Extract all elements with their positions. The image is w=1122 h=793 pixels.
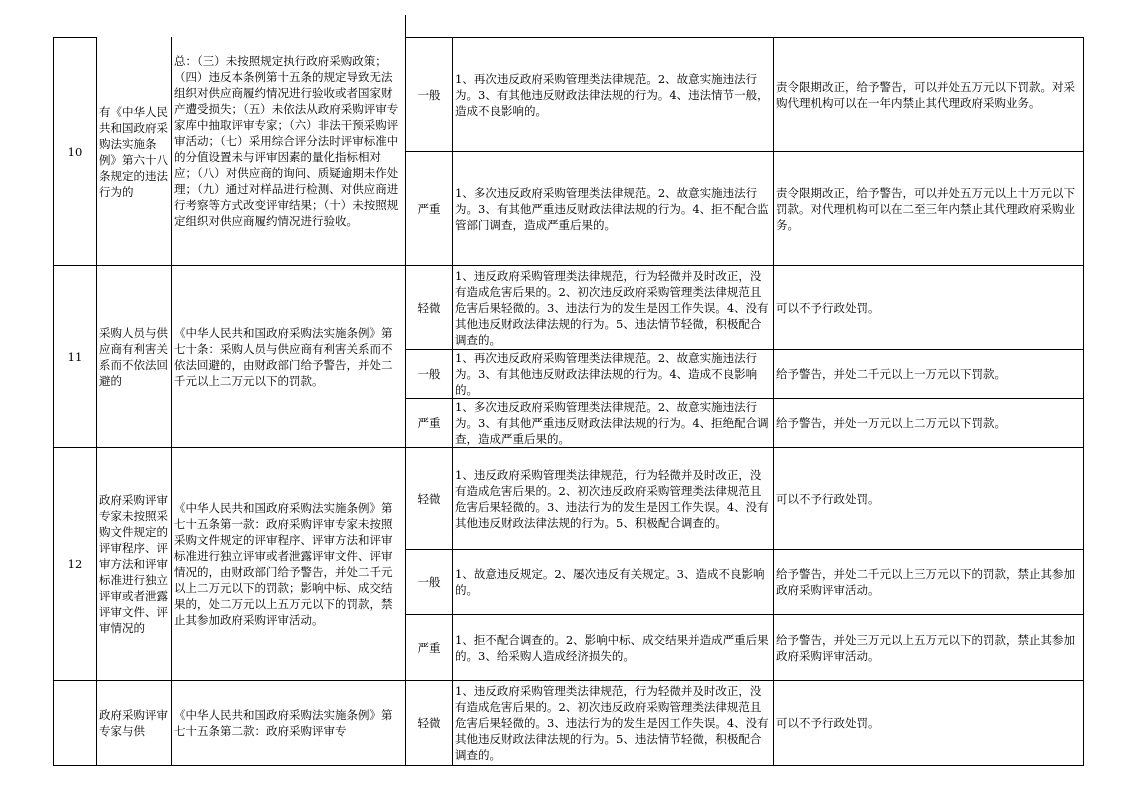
severity-level (406, 266, 452, 349)
violation-matter (97, 448, 171, 680)
severity-level-text: 轻微 (417, 491, 441, 506)
violation-matter-text: 采购人员与供应商有利害关系而不依法回避的 (99, 325, 168, 388)
penalty-standard (774, 350, 1083, 398)
violation-matter-text: 政府采购评审专家与供 (99, 708, 168, 738)
severity-level-text: 一般 (417, 87, 441, 102)
penalty-standard-text: 可以不予行政处罚。 (776, 300, 880, 315)
severity-level-text: 严重 (417, 416, 441, 430)
item-number-text: 11 (67, 349, 83, 364)
legal-basis-text: 总：（三）未按照规定执行政府采购政策；（四）违反本条例第十五条的规定导致无法组织对供应商履约情况进行验收或者国家财产遭受损失；（五）未依法从政府采购评审专家库中抽取评审专家；（六）非法干预采购评审活动；（七）采用综合评分法时评审标准中的分值设置未与评审因素的量化指标相对应；（八）对供应商的询问、质疑逾期未作处理；（九）通过对样品进行检测、对供应商进行考察等方式改变评审结果；（十）未按照规定组织对供应商履约情况进行验收。 (174, 53, 399, 228)
table-grid-line (405, 265, 1084, 266)
circumstance-description-text: 1、故意违反规定。2、屡次违反有关规定。3、造成不良影响的。 (455, 567, 765, 597)
severity-level (406, 38, 452, 151)
penalty-standard-text: 责令限期改正，给予警告，可以并处五万元以上十万元以下罚款。对代理机构可以在二至三年内禁止其代理政府采购业务。 (776, 185, 1075, 232)
legal-basis (172, 681, 405, 765)
item-number (54, 681, 96, 765)
legal-basis-text: 《中华人民共和国政府采购法实施条例》第七十条：采购人员与供应商有利害关系而不依法回避的，由财政部门给予警告，并处二千元以上二万元以下的罚款。 (174, 325, 393, 388)
penalty-standard (774, 152, 1083, 265)
violation-matter (97, 266, 171, 447)
table-grid-line (53, 265, 406, 266)
legal-basis-text: 《中华人民共和国政府采购法实施条例》第七十五条第二款：政府采购评审专 (174, 708, 393, 738)
table-grid-line (405, 447, 1084, 448)
circumstance-description-text: 1、拒不配合调查的。2、影响中标、成交结果并造成严重后果的。3、给采购人造成经济损失的。 (455, 632, 769, 663)
circumstance-description-text: 1、违反政府采购管理类法律规范，行为轻微并及时改正，没有造成危害后果的。2、初次违反政府采购管理类法律规范且危害后果轻微的。3、违法行为的发生是因工作失误。4、没有其他违反财政法律法规的行为。5、违法情节轻微，积极配合调查的。 (455, 268, 769, 347)
penalty-standard-text: 给予警告，并处二千元以上三万元以下的罚款，禁止其参加政府采购评审活动。 (776, 567, 1075, 597)
legal-basis (172, 266, 405, 447)
circumstance-description (453, 38, 773, 151)
circumstance-description (453, 448, 773, 549)
violation-matter (97, 38, 171, 265)
penalty-standard-text: 责令限期改正，给予警告，可以并处五万元以下罚款。对采购代理机构可以在一年内禁止其代理政府采购业务。 (776, 79, 1075, 110)
table-grid-line (405, 765, 1084, 766)
item-number-text: 10 (67, 144, 83, 159)
legal-basis-text: 《中华人民共和国政府采购法实施条例》第七十五条第一款：政府采购评审专家未按照采购文件规定的评审程序、评审方法和评审标准进行独立评审或者泄露评审文件、评审情况的，由财政部门给予警告，并处二千元以上二万元以下的罚款；影响中标、成交结果的，处二万元以上五万元以下的罚款，禁止其参加政府采购评审活动。 (174, 501, 393, 627)
severity-level-text: 一般 (417, 575, 441, 589)
circumstance-description-text: 1、再次违反政府采购管理类法律规范。2、故意实施违法行为。3、有其他违反财政法律法规的行为。4、违法情节一般，造成不良影响的。 (455, 71, 769, 118)
circumstance-description (453, 615, 773, 680)
violation-matter-text: 政府采购评审专家未按照采购文件规定的评审程序、评审方法和评审标准进行独立评审或者泄露评审文件、评审情况的 (99, 493, 168, 635)
table-grid-line (405, 680, 1084, 681)
item-number (54, 448, 96, 680)
circumstance-description-text: 1、违反政府采购管理类法律规范，行为轻微并及时改正，没有造成危害后果的。2、初次违反政府采购管理类法律规范且危害后果轻微的。3、违法行为的发生是因工作失误。4、没有其他违反财政法律法规的行为。5、违法情节轻微，积极配合调查的。 (455, 684, 769, 762)
table-grid-line (53, 37, 54, 765)
circumstance-description-text: 1、再次违反政府采购管理类法律规范。2、故意实施违法行为。3、有其他违反财政法律法规的行为。4、造成不良影响的。 (455, 351, 758, 397)
penalty-standard (774, 38, 1083, 151)
item-number-text: 12 (67, 557, 83, 571)
circumstance-description (453, 266, 773, 349)
severity-level-text: 轻微 (417, 300, 441, 315)
table-grid-line (773, 37, 774, 765)
severity-level-text: 严重 (417, 201, 441, 216)
circumstance-description (453, 550, 773, 614)
penalty-standard-text: 可以不予行政处罚。 (776, 716, 880, 730)
penalty-standard (774, 681, 1083, 765)
penalty-standard (774, 266, 1083, 349)
table-grid-line (452, 37, 453, 765)
penalty-standard-text: 给予警告，并处二千元以上一万元以下罚款。 (776, 367, 1006, 381)
legal-basis (172, 16, 405, 265)
table-grid-line (53, 37, 97, 38)
severity-level (406, 681, 452, 765)
penalty-standard (774, 550, 1083, 614)
table-grid-line (53, 680, 406, 681)
severity-level (406, 448, 452, 549)
severity-level-text: 严重 (417, 640, 441, 655)
penalty-standard (774, 448, 1083, 549)
table-grid-line (53, 765, 406, 766)
penalty-standard-text: 给予警告，并处三万元以上五万元以下的罚款，禁止其参加政府采购评审活动。 (776, 632, 1075, 663)
circumstance-description (453, 399, 773, 447)
circumstance-description (453, 152, 773, 265)
circumstance-description-text: 1、违反政府采购管理类法律规范，行为轻微并及时改正，没有造成危害后果的。2、初次违反政府采购管理类法律规范且危害后果轻微的。3、违法行为的发生是因工作失误。4、没有其他违反财政法律法规的行为。5、积极配合调查的。 (455, 467, 769, 530)
violation-matter-text: 有《中华人民共和国政府采购法实施条例》第六十八条规定的违法行为的 (99, 104, 168, 199)
circumstance-description (453, 350, 773, 398)
circumstance-description-text: 1、多次违反政府采购管理类法律规范。2、故意实施违法行为。3、有其他严重违反财政法律法规的行为。4、拒不配合监管部门调查，造成严重后果的。 (455, 185, 769, 232)
table-grid-line (96, 37, 97, 765)
table-grid-line (171, 37, 172, 765)
penalty-standard-text: 给予警告，并处一万元以上二万元以下罚款。 (776, 416, 1006, 430)
penalty-standard-text: 可以不予行政处罚。 (776, 491, 880, 506)
circumstance-description (453, 681, 773, 765)
table-grid-line (53, 447, 406, 448)
severity-level-text: 轻微 (417, 716, 441, 730)
table-grid-line (405, 15, 406, 765)
severity-level (406, 350, 452, 398)
item-number (54, 38, 96, 265)
severity-level-text: 一般 (417, 367, 441, 381)
circumstance-description-text: 1、多次违反政府采购管理类法律规范。2、故意实施违法行为。3、有其他严重违反财政法律法规的行为。4、拒绝配合调查，造成严重后果的。 (455, 400, 769, 446)
violation-matter (97, 681, 171, 765)
table-grid-line (1083, 37, 1084, 765)
item-number (54, 266, 96, 447)
table-grid-line (405, 37, 1084, 38)
severity-level (406, 399, 452, 447)
legal-basis (172, 448, 405, 680)
penalty-standard (774, 399, 1083, 447)
penalty-standard (774, 615, 1083, 680)
severity-level (406, 615, 452, 680)
severity-level (406, 550, 452, 614)
severity-level (406, 152, 452, 265)
